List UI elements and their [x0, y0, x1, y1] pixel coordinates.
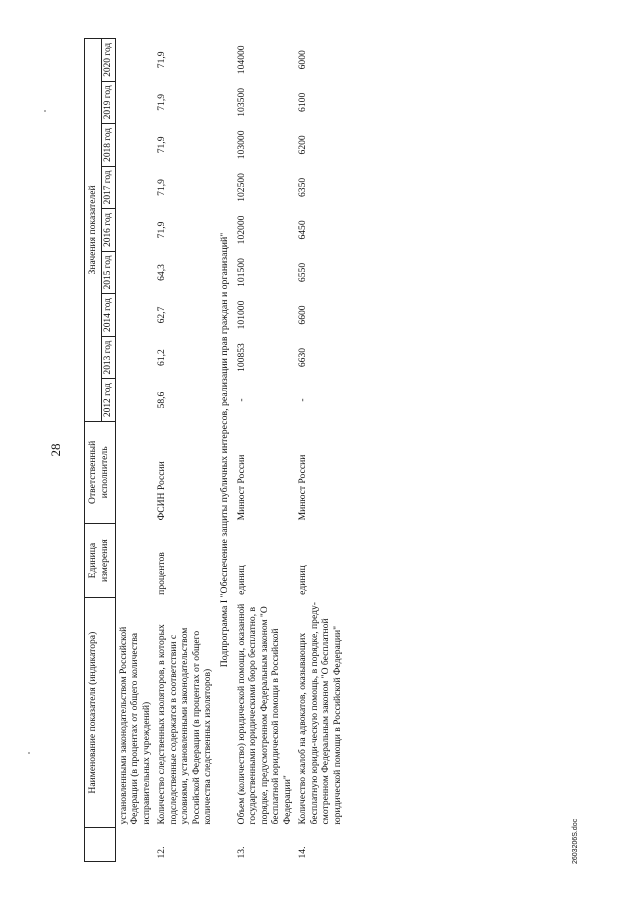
value-2020: 104000	[235, 45, 247, 75]
page-number: 28	[48, 443, 63, 457]
header-unit: Единица измерения	[85, 523, 116, 597]
value-2015: 64,3	[156, 264, 168, 281]
value-2017: 71,9	[156, 179, 168, 196]
row-number: 14.	[297, 846, 309, 859]
value-2012-dash: -	[235, 398, 247, 402]
header-year: 2013 год	[101, 336, 115, 379]
value-2017: 6350	[297, 177, 309, 197]
header-values: Значения показателей	[85, 39, 102, 422]
row-number: 13.	[235, 846, 247, 859]
value-2020: 6000	[297, 50, 309, 70]
header-indicator-name: Наименование показателя (индикатора)	[85, 598, 116, 828]
value-2016: 102000	[235, 215, 247, 245]
header-number-cell	[85, 827, 116, 861]
subprogram-row	[216, 39, 234, 862]
indicator-name: Количество следственных изоляторов, в которых подследственные содержатся в соответствии с условиями, установленными законодательством Российской Федерации (в процентах от общего количества следственных изоляторов)	[156, 624, 214, 825]
scan-speck	[28, 752, 30, 754]
value-2016: 6450	[297, 220, 309, 240]
value-2015: 101500	[235, 258, 247, 287]
value-2019: 71,9	[156, 93, 168, 111]
value-2017: 102500	[235, 173, 247, 202]
executor: Минюст России	[235, 454, 247, 521]
value-2015: 6550	[297, 262, 309, 283]
value-2012-dash: -	[297, 398, 309, 402]
table-row-continuation	[115, 39, 154, 862]
header-year: 2014 год	[101, 294, 115, 337]
value-2014: 62,7	[156, 306, 168, 324]
value-2013: 100853	[235, 343, 247, 372]
value-2014: 6600	[297, 305, 309, 325]
table-row	[295, 39, 345, 862]
value-2018: 103000	[235, 130, 247, 160]
value-2019: 6100	[297, 92, 309, 112]
unit: единиц	[235, 565, 247, 595]
row-number: 12.	[156, 846, 168, 859]
header-year: 2016 год	[101, 209, 115, 252]
header-year: 2020 год	[101, 39, 115, 82]
header-year: 2019 год	[101, 81, 115, 124]
value-2013: 61,2	[156, 349, 168, 366]
value-2018: 6200	[297, 135, 309, 155]
value-2012: 58,6	[156, 391, 168, 409]
value-2014: 101000	[235, 300, 247, 330]
continuation-text: установленными законодательством Российской Федерации (в процентах от общего количества исправительных учреждений)	[117, 626, 152, 825]
header-executor: Ответственный исполнитель	[85, 421, 116, 523]
scan-speck	[44, 110, 46, 112]
header-year: 2018 год	[101, 124, 115, 167]
table-row	[234, 39, 296, 862]
value-2013: 6630	[297, 347, 309, 368]
indicator-name: Количество жалоб на адвокатов, оказывающих бесплатную юриди-ческую помощь, в порядке, преду-смотренном Федеральным законом "О бесплатной юридической помощи в Российской Федерации"	[297, 602, 343, 825]
header-year: 2012 год	[101, 379, 115, 422]
executor: Минюст России	[297, 454, 309, 521]
executor: ФСИН России	[156, 461, 168, 521]
value-2016: 71,9	[156, 221, 168, 239]
subprogram-title: Подпрограмма I "Обеспечение защиты публичных интересов, реализации прав граждан и организаций"	[218, 232, 230, 668]
indicators-table	[84, 38, 345, 862]
header-year: 2015 год	[101, 251, 115, 294]
unit: единиц	[297, 565, 309, 595]
header-year: 2017 год	[101, 166, 115, 209]
document-filename: 2603206S.doc	[572, 818, 579, 864]
value-2020: 71,9	[156, 51, 168, 69]
value-2019: 103500	[235, 87, 247, 117]
rotated-document-page	[40, 30, 600, 870]
unit: процентов	[156, 552, 168, 595]
table-row	[154, 39, 216, 862]
indicator-name: Объем (количество) юридической помощи, оказанной государственными юридическими бюро бесплатно, в порядке, предусмотренном Федеральным законом "О бесплатной юридической помощи в Российской Федерации"	[235, 603, 293, 825]
value-2018: 71,9	[156, 136, 168, 154]
